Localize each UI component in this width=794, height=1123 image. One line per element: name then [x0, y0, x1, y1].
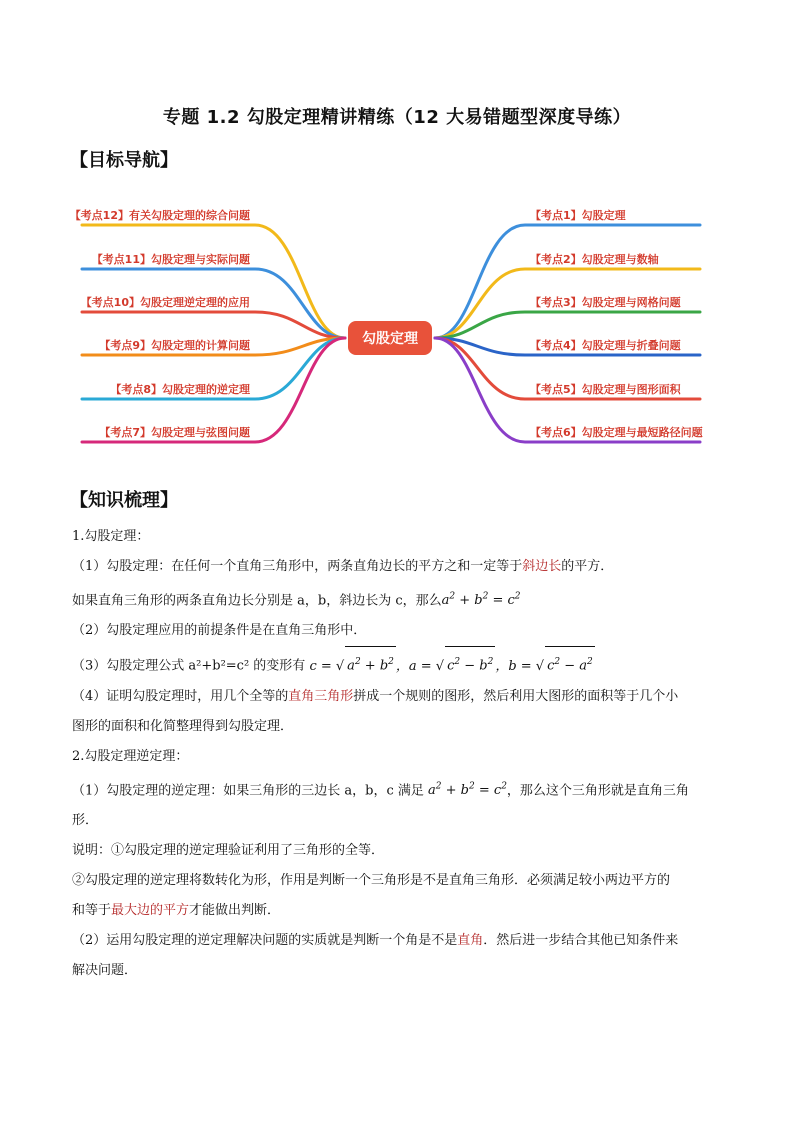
mindmap-node-left-3: 【考点10】勾股定理逆定理的应用: [80, 296, 250, 309]
mindmap-branch-left-3: [82, 312, 345, 338]
mindmap-node-right-6: 【考点6】勾股定理与最短路径问题: [530, 426, 703, 439]
paragraph-proof-cont: 图形的面积和化简整理得到勾股定理．: [72, 718, 294, 734]
mindmap-node-right-5: 【考点5】勾股定理与图形面积: [530, 383, 681, 396]
formula-variants: c = √ $a^2 + b^2$ ，a = √ $c^2 - b^2$ ，b = √ $c^2 - a^2$: [305, 659, 594, 674]
mindmap-node-left-4: 【考点9】勾股定理的计算问题: [99, 339, 250, 352]
highlight-hypotenuse: 斜边长: [522, 559, 562, 574]
mindmap-branch-right-1: [435, 225, 700, 338]
mindmap-node-right-3: 【考点3】勾股定理与网格问题: [530, 296, 681, 309]
mindmap-node-right-2: 【考点2】勾股定理与数轴: [530, 253, 659, 266]
heading-converse-theorem: 2.勾股定理逆定理：: [72, 748, 189, 764]
paragraph-theorem-formula: 如果直角三角形的两条直角边长分别是 a，b，斜边长为 c，那么$a^2 + b^2 = c^2$: [72, 592, 521, 609]
mindmap-node-right-4: 【考点4】勾股定理与折叠问题: [530, 339, 681, 352]
knowledge-content: [72, 522, 732, 986]
paragraph-proof: （4）证明勾股定理时，用几个全等的直角三角形拼成一个规则的图形，然后利用大图形的面积等于几个小: [72, 688, 679, 704]
heading-pythagorean-theorem: 1.勾股定理：: [72, 529, 150, 544]
paragraph-note-2: ②勾股定理的逆定理将数转化为形，作用是判断一个三角形是不是直角三角形．必须满足较小两边平方的: [72, 872, 671, 888]
page-title: 专题 1.2 勾股定理精讲精练（12 大易错题型深度导练）: [162, 107, 632, 128]
section-heading-target-nav: 【目标导航】: [70, 150, 178, 171]
mindmap-branch-left-1: [82, 225, 345, 338]
mind-map: [60, 195, 720, 455]
mindmap-node-left-2: 【考点11】勾股定理与实际问题: [91, 253, 250, 266]
paragraph-converse-statement: （1）勾股定理的逆定理：如果三角形的三边长 a，b，c 满足 $a^2 + b^2 = c^2$，那么这个三角形就是直角三角: [72, 781, 689, 798]
paragraph-converse-application: （2）运用勾股定理的逆定理解决问题的实质就是判断一个角是不是直角．然后进一步结合其他已知条件来: [72, 932, 679, 948]
section-heading-knowledge: 【知识梳理】: [70, 490, 178, 511]
paragraph-converse-application-cont: 解决问题．: [72, 962, 138, 978]
paragraph-theorem-statement: （1）勾股定理：在任何一个直角三角形中，两条直角边长的平方之和一定等于斜边长的平方．: [72, 559, 614, 574]
mindmap-node-left-6: 【考点7】勾股定理与弦图问题: [99, 426, 250, 439]
paragraph-converse-cont: 形．: [72, 812, 99, 828]
mindmap-node-left-1: 【考点12】有关勾股定理的综合问题: [69, 209, 250, 222]
mindmap-node-right-1: 【考点1】勾股定理: [530, 209, 626, 222]
paragraph-note-1: 说明：①勾股定理的逆定理验证利用了三角形的全等．: [72, 842, 385, 858]
highlight-right-angle: 直角: [457, 932, 484, 948]
paragraph-note-2-cont: 和等于最大边的平方才能做出判断．: [72, 902, 281, 918]
paragraph-precondition: （2）勾股定理应用的前提条件是在直角三角形中．: [72, 623, 367, 639]
mindmap-center-label: 勾股定理: [362, 331, 418, 347]
mindmap-branch-right-3: [435, 312, 700, 338]
formula-converse: $a^2 + b^2 = c^2$: [423, 781, 507, 798]
mindmap-node-left-5: 【考点8】勾股定理的逆定理: [110, 383, 250, 396]
formula-a2-b2-c2: $a^2 + b^2 = c^2$: [441, 592, 521, 609]
paragraph-variants: （3）勾股定理公式 a²+b²=c² 的变形有 c = √ $a^2 + b^2$ ，a = √ $c^2 - b^2$ ，b = √ $c^2 - a^2$: [72, 646, 732, 681]
highlight-right-triangle: 直角三角形: [288, 688, 354, 704]
highlight-largest-side-square: 最大边的平方: [111, 902, 190, 918]
